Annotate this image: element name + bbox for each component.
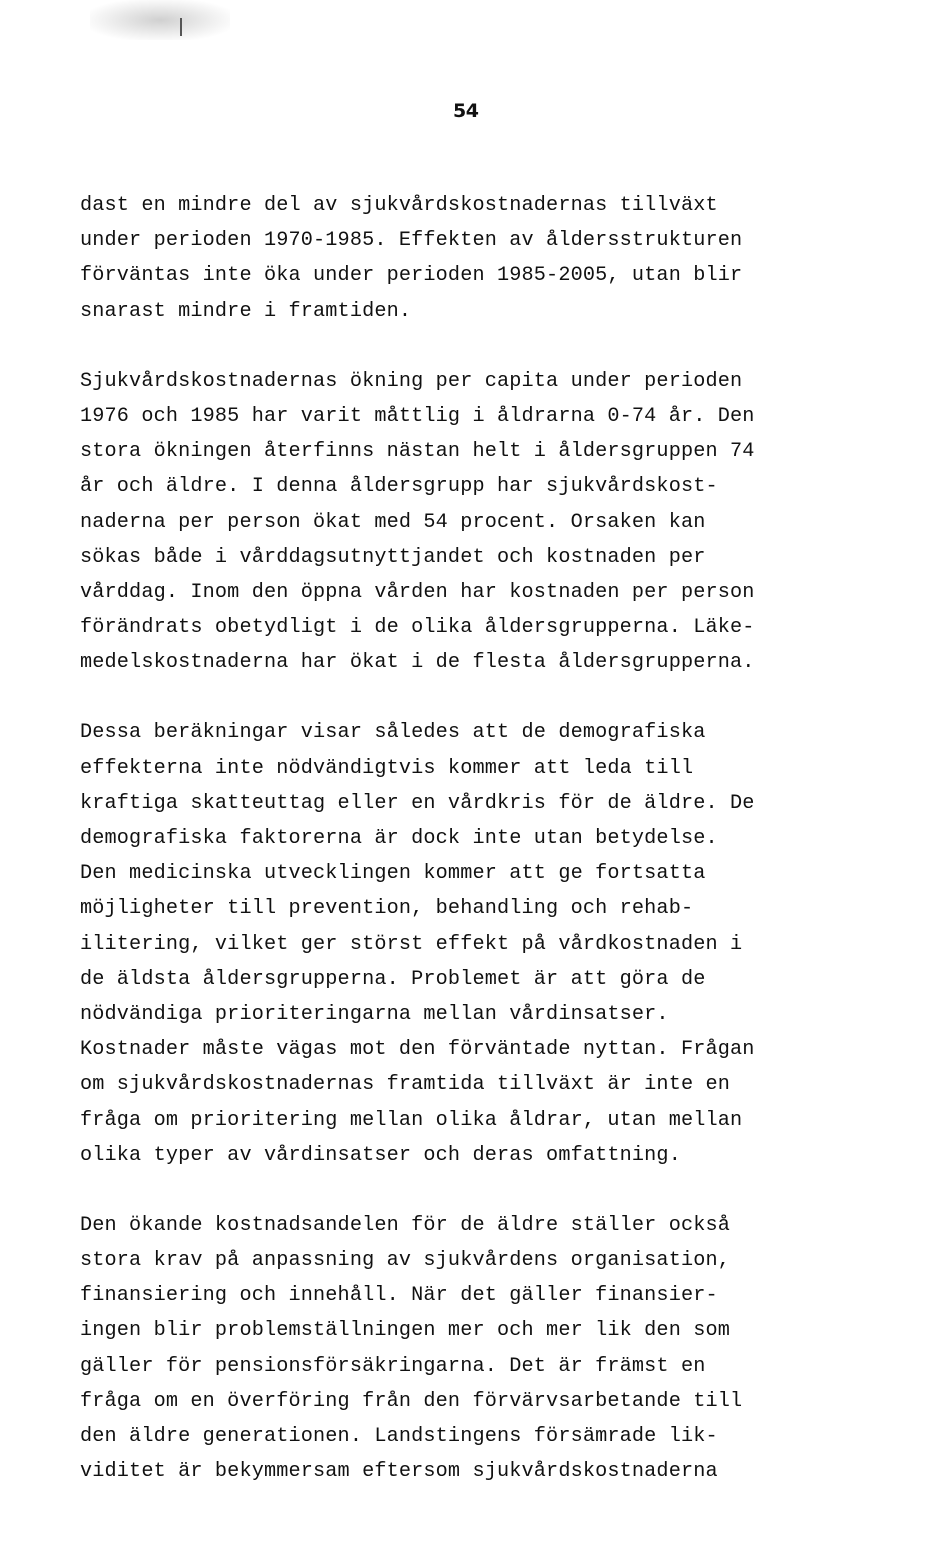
text-line: nödvändiga prioriteringarna mellan vårdinsatser. [80, 1002, 669, 1026]
text-line: Den ökande kostnadsandelen för de äldre ställer också [80, 1213, 731, 1237]
text-line: olika typer av vårdinsatser och deras omfattning. [80, 1143, 681, 1167]
text-line: Sjukvårdskostnadernas ökning per capita under perioden [80, 369, 743, 393]
document-body [80, 188, 880, 1489]
page-number: 54 [453, 100, 479, 122]
text-line: medelskostnaderna har ökat i de flesta åldersgrupperna. [80, 651, 755, 675]
text-line: år och äldre. I denna åldersgrupp har sjukvårdskost- [80, 475, 718, 499]
text-line: sökas både i vårddagsutnyttjandet och kostnaden per [80, 545, 706, 569]
text-line: vårddag. Inom den öppna vården har kostnaden per person [80, 580, 755, 604]
text-line: förväntas inte öka under perioden 1985-2005, utan blir [80, 264, 743, 288]
text-line: Den medicinska utvecklingen kommer att ge fortsatta [80, 862, 706, 886]
text-line: stora krav på anpassning av sjukvårdens organisation, [80, 1249, 731, 1273]
text-line: den äldre generationen. Landstingens försämrade lik- [80, 1425, 718, 1448]
text-line: möjligheter till prevention, behandling och rehab- [80, 897, 694, 921]
paragraph-2 [80, 364, 880, 681]
scan-mark [180, 18, 182, 36]
text-line: kraftiga skatteuttag eller en vårdkris för de äldre. De [80, 791, 755, 815]
paragraph-3 [80, 715, 880, 1172]
text-line: 1976 och 1985 har varit måttlig i åldrarna 0-74 år. Den [80, 404, 755, 428]
text-line: viditet är bekymmersam eftersom sjukvårdskostnaderna [80, 1460, 718, 1484]
paragraph-spacer [80, 329, 880, 364]
paragraph-spacer [80, 1173, 880, 1208]
text-line: effekterna inte nödvändigtvis kommer att leda till [80, 756, 694, 780]
paragraph-1 [80, 188, 880, 329]
text-line: Kostnader måste vägas mot den förväntade nyttan. Frågan [80, 1038, 755, 1062]
paragraph-spacer [80, 680, 880, 715]
text-line: de äldsta åldersgrupperna. Problemet är att göra de [80, 967, 706, 991]
text-line: fråga om en överföring från den förvärvsarbetande till [80, 1389, 743, 1413]
text-line: ingen blir problemställningen mer och mer lik den som [80, 1319, 731, 1343]
text-line: finansiering och innehåll. När det gäller finansier- [80, 1284, 718, 1308]
text-line: under perioden 1970-1985. Effekten av åldersstrukturen [80, 229, 743, 253]
text-line: stora ökningen återfinns nästan helt i åldersgruppen 74 [80, 440, 755, 464]
text-line: Dessa beräkningar visar således att de demografiska [80, 721, 706, 745]
text-line: förändrats obetydligt i de olika åldersgrupperna. Läke- [80, 616, 755, 640]
text-line: fråga om prioritering mellan olika åldrar, utan mellan [80, 1108, 743, 1132]
text-line: om sjukvårdskostnadernas framtida tillväxt är inte en [80, 1073, 731, 1097]
paragraph-4 [80, 1208, 880, 1490]
text-line: snarast mindre i framtiden. [80, 299, 412, 323]
scan-artifact [90, 0, 230, 40]
text-line: demografiska faktorerna är dock inte utan betydelse. [80, 827, 718, 850]
text-line: gäller för pensionsförsäkringarna. Det är främst en [80, 1354, 706, 1378]
text-line: ilitering, vilket ger störst effekt på vårdkostnaden i [80, 932, 743, 956]
text-line: naderna per person ökat med 54 procent. Orsaken kan [80, 510, 706, 534]
text-line: dast en mindre del av sjukvårdskostnadernas tillväxt [80, 194, 718, 217]
